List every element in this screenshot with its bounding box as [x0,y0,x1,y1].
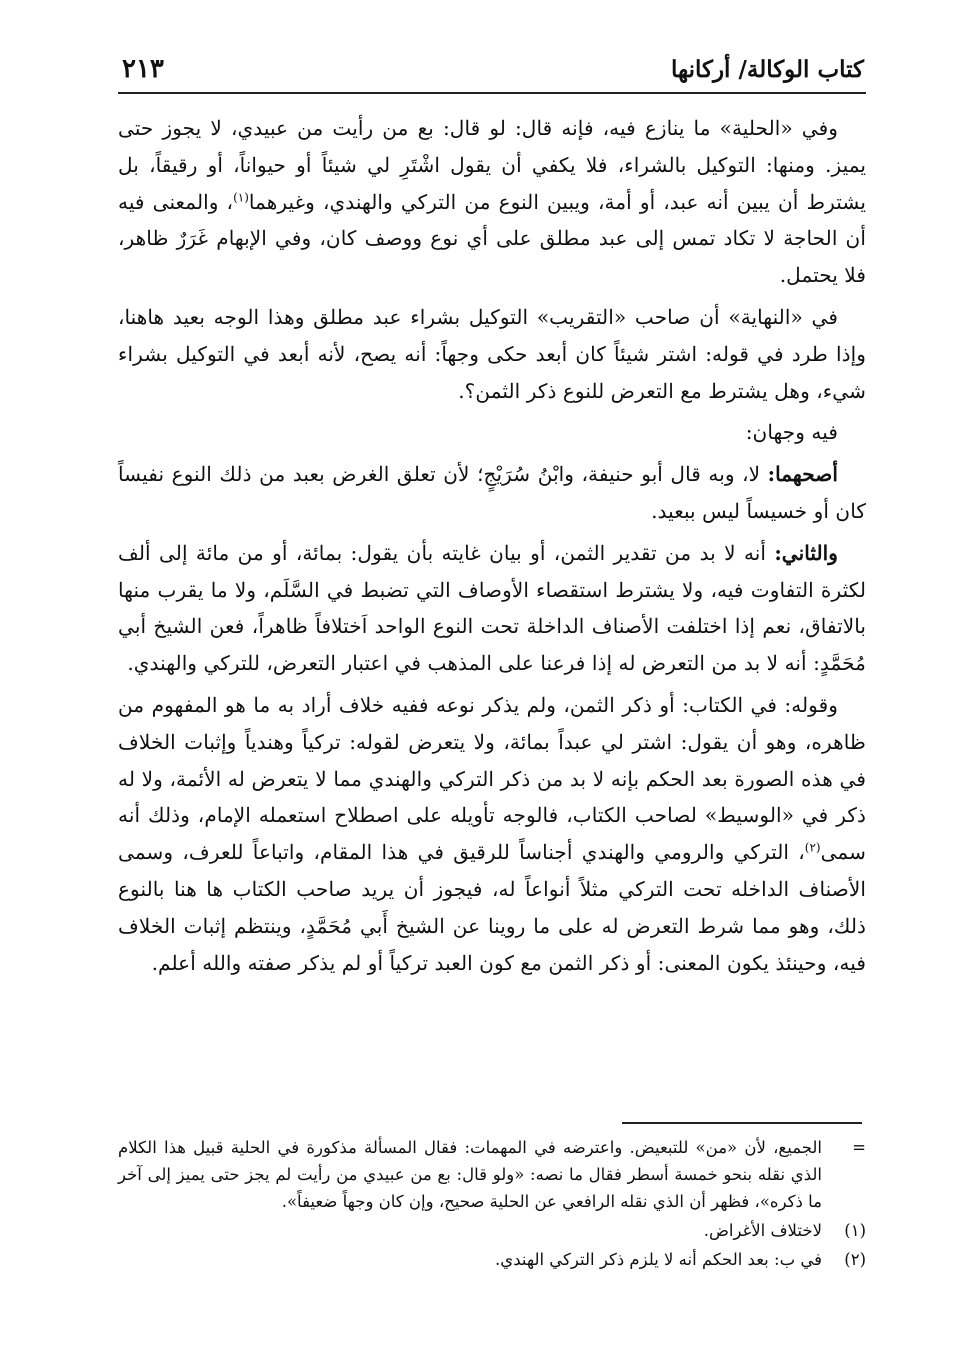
footnote-mark: = [852,1138,866,1157]
paragraph-1 [118,110,866,294]
page-number: ٢١٣ [122,54,164,84]
paragraph-6 [118,687,866,981]
paragraph-lead: أصحهما: [767,462,838,487]
footnote-text: الجميع، لأن «من» للتبعيض. واعترضه في المهمات: فقال المسألة مذكورة في الحلية قبيل هذا الكلام الذي نقله بنحو خمسة أسطر فقال ما نصه: «ولو قال: بع من عبيدي من رأيت لم يجز حتى يميز إلى آخر ما ذكره»، فظهر أن الذي نقله الرافعي عن الحلية صحيح، وإن كان وجهاً ضعيفاً». [118,1138,822,1211]
paragraph-3 [118,414,866,451]
paragraph-text: وفي «الحلية» ما ينازع فيه، فإنه قال: لو قال: بع من رأيت من عبيدي، لا يجوز حتى يميز. ومنها: التوكيل بالشراء، فلا يكفي أن يقول اشْتَرِ لي شيئاً أو حيواناً، أو رقيقاً، بل يشترط أن يبين أنه عبد، أو أمة، ويبين النوع من التركي والهندي، وغيرهما [118,116,866,214]
footnote-ref-1: (١) [233,189,249,204]
footnote-1 [118,1217,866,1244]
footnote-separator [622,1122,862,1124]
paragraph-text: وقوله: في الكتاب: أو ذكر الثمن، ولم يذكر نوعه ففيه خلاف أراد به ما هو المفهوم من ظاهره، وهو أن يقول: اشتر لي عبداً بمائة، ولا يتعرض لقوله: تركياً وهندياً وإثبات الخلاف في هذه الصورة بعد الحكم بإنه لا بد من ذكر التركي والهندي مما لا يتعرض له الأئمة، ولا له ذكر في «الوسيط» لصاحب الكتاب، فالوجه تأويله على اصطلاح استعمله الإمام، وذلك أنه سمى [118,692,866,865]
paragraph-text: في «النهاية» أن صاحب «التقريب» التوكيل بشراء عبد مطلق وهذا الوجه بعيد هاهنا، وإذا طرد في قوله: اشتر شيئاً كان أبعد حكى وجهاً: أنه يصح، لأنه أبعد في التوكيل بشراء شيء، وهل يشترط مع التعرض للنوع ذكر الثمن؟. [118,304,866,403]
footnote-mark: (٢) [844,1250,866,1269]
paragraph-text: لا، وبه قال أبو حنيفة، وابْنُ سُرَيْجٍ؛ لأن تعلق الغرض بعبد من ذلك النوع نفيساً كان أو خسيساً ليس ببعيد. [118,462,866,523]
footnote-text: لاختلاف الأغراض. [703,1221,822,1240]
page-header [118,52,866,94]
footnote-mark: (١) [844,1221,866,1240]
main-text [118,110,866,986]
paragraph-text: فيه وجهان: [745,420,838,445]
footnotes [118,1134,866,1275]
footnote-text: في ب: بعد الحكم أنه لا يلزم ذكر التركي الهندي. [495,1250,822,1269]
paragraph-lead: والثاني: [774,540,838,565]
footnote-2 [118,1246,866,1273]
footnote-ref-2: (٢) [804,840,821,855]
paragraph-2 [118,299,866,409]
chapter-title: كتاب الوكالة/ أركانها [670,56,864,83]
footnote-continuation [118,1134,866,1215]
paragraph-text: أنه لا بد من تقدير الثمن، أو بيان غايته بأن يقول: بمائة، أو من مائة إلى ألف لكثرة التفاوت فيه، ولا يشترط استقصاء الأوصاف التي تضبط في السَّلَم، ولا ما يقرب منها بالاتفاق، نعم إذا اختلفت الأصناف الداخلة تحت النوع الواحد اَختلافاً ظاهراً، فعن الشيخ أبي مُحَمَّدٍ: أنه لا بد من التعرض له إذا فرعنا على المذهب في اعتبار التعرض، للتركي والهندي. [118,540,866,676]
paragraph-4 [118,456,866,530]
paragraph-text: ، والمعنى فيه أن الحاجة لا تكاد تمس إلى عبد مطلق على أي نوع ووصف كان، وفي الإبهام غَرَرٌ ظاهر، فلا يحتمل. [118,189,866,288]
paragraph-text: ، التركي والرومي والهندي أجناساً للرقيق في هذا المقام، واتباعاً للعرف، وسمى الأصناف الداخله تحت التركي مثلاً أنواعاً له، فيجوز أن يريد صاحب الكتاب ها هنا بالنوع ذلك، وهو مما شرط التعرض له على ما روينا عن الشيخ أَبي مُحَمَّدٍ، وينتظم إثبات الخلاف فيه، وحينئذ يكون المعنى: أو ذكر الثمن مع كون العبد تركياً أو لم يذكر صفته والله أعلم. [118,840,866,975]
paragraph-5 [118,535,866,682]
